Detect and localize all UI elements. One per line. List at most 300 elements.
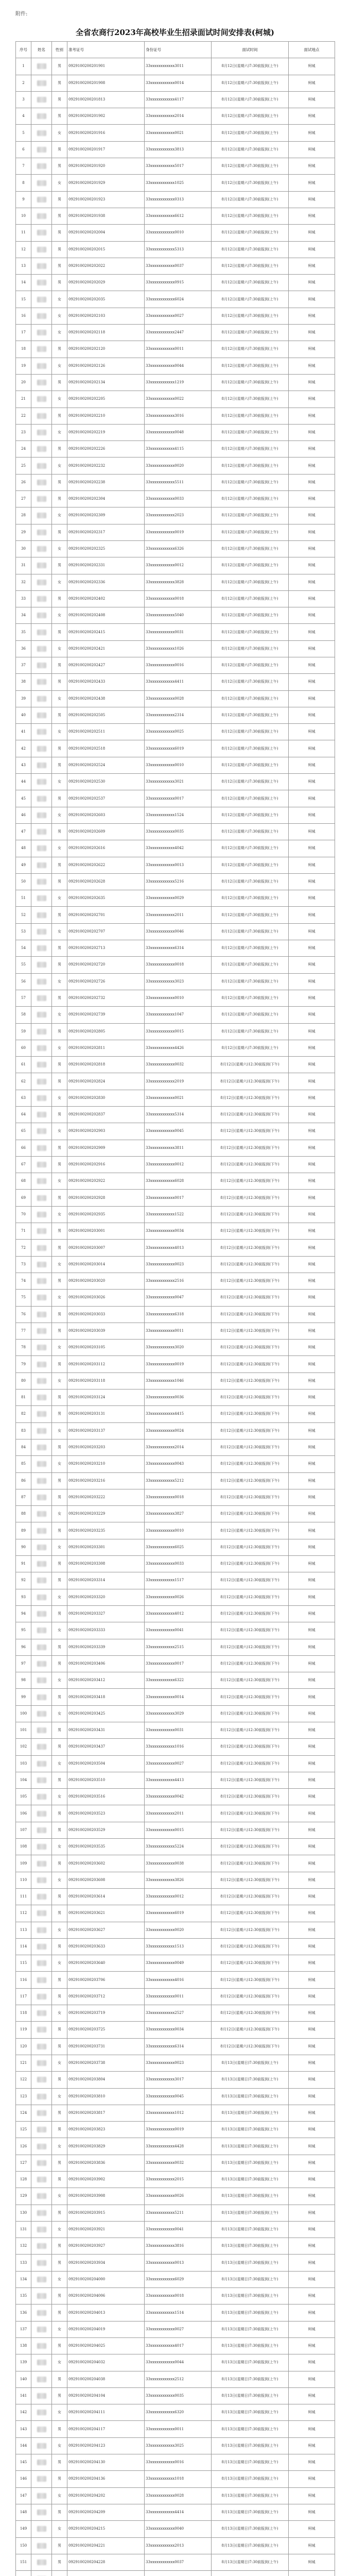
row-id-no: 33xxxxxxxxxxxx5216 bbox=[145, 874, 212, 890]
row-time: 8月12日(星期六)12:30前报到(下午) bbox=[212, 1939, 289, 1955]
row-seq: 9 bbox=[16, 192, 31, 208]
row-exam-no: 0929100200204136 bbox=[67, 2471, 145, 2487]
blurred-name bbox=[37, 1095, 46, 1101]
row-place: 柯城 bbox=[289, 974, 335, 990]
row-name bbox=[31, 1406, 52, 1422]
row-seq: 99 bbox=[16, 1689, 31, 1705]
table-row bbox=[16, 990, 335, 1007]
row-id-no: 33xxxxxxxxxxxx3023 bbox=[145, 974, 212, 990]
row-time: 8月12日(星期六)7:30前报到(上午) bbox=[212, 142, 289, 158]
row-seq: 43 bbox=[16, 757, 31, 774]
row-id-no: 33xxxxxxxxxxxx4414 bbox=[145, 2504, 212, 2521]
row-place: 柯城 bbox=[289, 1772, 335, 1789]
row-name bbox=[31, 1090, 52, 1107]
row-name bbox=[31, 242, 52, 258]
row-exam-no: 0929100200203314 bbox=[67, 1572, 145, 1589]
row-name bbox=[31, 874, 52, 890]
row-gender: 女 bbox=[52, 2438, 67, 2454]
row-time: 8月12日(星期六)12:30前报到(下午) bbox=[212, 1107, 289, 1123]
row-seq: 24 bbox=[16, 441, 31, 457]
blurred-name bbox=[37, 2277, 46, 2282]
row-id-no: 33xxxxxxxxxxxx0029 bbox=[145, 890, 212, 907]
row-time: 8月12日(星期六)7:30前报到(上午) bbox=[212, 674, 289, 690]
row-time: 8月12日(星期六)7:30前报到(上午) bbox=[212, 474, 289, 491]
row-gender: 男 bbox=[52, 1572, 67, 1589]
row-seq: 30 bbox=[16, 541, 31, 557]
row-place: 柯城 bbox=[289, 2122, 335, 2138]
row-name bbox=[31, 192, 52, 208]
row-exam-no: 0929100200202935 bbox=[67, 1207, 145, 1223]
row-time: 8月12日(星期六)12:30前报到(下午) bbox=[212, 1672, 289, 1689]
blurred-name bbox=[37, 230, 46, 235]
row-id-no: 33xxxxxxxxxxxx5224 bbox=[145, 1839, 212, 1855]
table-row bbox=[16, 391, 335, 408]
row-time: 8月12日(星期六)7:30前报到(上午) bbox=[212, 408, 289, 425]
row-id-no: 33xxxxxxxxxxxx0032 bbox=[145, 1057, 212, 1073]
row-place: 柯城 bbox=[289, 1872, 335, 1889]
row-exam-no: 0929100200202603 bbox=[67, 807, 145, 824]
row-time: 8月12日(星期六)7:30前报到(上午) bbox=[212, 524, 289, 541]
row-place: 柯城 bbox=[289, 258, 335, 275]
row-gender: 男 bbox=[52, 591, 67, 607]
row-name bbox=[31, 1356, 52, 1372]
row-seq: 131 bbox=[16, 2222, 31, 2238]
row-exam-no: 0929100200204013 bbox=[67, 2304, 145, 2321]
row-seq: 57 bbox=[16, 990, 31, 1007]
row-id-no: 33xxxxxxxxxxxx6322 bbox=[145, 1672, 212, 1689]
row-id-no: 33xxxxxxxxxxxx2314 bbox=[145, 707, 212, 724]
row-id-no: 33xxxxxxxxxxxx0010 bbox=[145, 757, 212, 774]
row-id-no: 33xxxxxxxxxxxx3826 bbox=[145, 1872, 212, 1889]
row-place: 柯城 bbox=[289, 1939, 335, 1955]
row-seq: 141 bbox=[16, 2388, 31, 2404]
row-name bbox=[31, 557, 52, 574]
table-row bbox=[16, 2055, 335, 2072]
row-time: 8月12日(星期六)7:30前报到(上午) bbox=[212, 158, 289, 175]
row-time: 8月12日(星期六)7:30前报到(上午) bbox=[212, 857, 289, 874]
table-row bbox=[16, 1539, 335, 1556]
row-id-no: 33xxxxxxxxxxxx6025 bbox=[145, 1539, 212, 1556]
row-name bbox=[31, 1257, 52, 1273]
row-exam-no: 0929100200202732 bbox=[67, 990, 145, 1007]
blurred-name bbox=[37, 1495, 46, 1500]
row-time: 8月12日(星期六)12:30前报到(下午) bbox=[212, 1123, 289, 1140]
row-time: 8月12日(星期六)12:30前报到(下午) bbox=[212, 1223, 289, 1240]
row-exam-no: 0929100200204215 bbox=[67, 2521, 145, 2537]
blurred-name bbox=[37, 2393, 46, 2399]
row-name bbox=[31, 275, 52, 291]
blurred-name bbox=[37, 180, 46, 186]
blurred-name bbox=[37, 1228, 46, 1234]
row-seq: 128 bbox=[16, 2172, 31, 2188]
table-row bbox=[16, 2288, 335, 2304]
row-place: 柯城 bbox=[289, 2404, 335, 2421]
table-row bbox=[16, 2371, 335, 2388]
row-place: 柯城 bbox=[289, 58, 335, 75]
row-place: 柯城 bbox=[289, 2205, 335, 2222]
row-exam-no: 0929100200203105 bbox=[67, 1340, 145, 1356]
row-time: 8月12日(星期六)12:30前报到(下午) bbox=[212, 1589, 289, 1606]
row-id-no: 33xxxxxxxxxxxx4426 bbox=[145, 1040, 212, 1057]
row-time: 8月12日(星期六)12:30前报到(下午) bbox=[212, 2039, 289, 2055]
row-seq: 18 bbox=[16, 341, 31, 358]
row-exam-no: 0929100200203921 bbox=[67, 2222, 145, 2238]
row-seq: 23 bbox=[16, 425, 31, 441]
row-exam-no bbox=[67, 2571, 145, 2576]
row-gender: 男 bbox=[52, 874, 67, 890]
blurred-name bbox=[37, 1761, 46, 1767]
row-name bbox=[31, 1972, 52, 1988]
blurred-name bbox=[37, 729, 46, 735]
row-gender: 女 bbox=[52, 1706, 67, 1722]
row-id-no: 33xxxxxxxxxxxx0027 bbox=[145, 1756, 212, 1772]
row-exam-no: 0929100200204006 bbox=[67, 2288, 145, 2304]
row-seq: 79 bbox=[16, 1356, 31, 1372]
row-exam-no: 0929100200202530 bbox=[67, 774, 145, 790]
table-row bbox=[16, 840, 335, 857]
row-exam-no: 0929100200203810 bbox=[67, 2089, 145, 2105]
blurred-name bbox=[37, 2427, 46, 2432]
row-name bbox=[31, 2272, 52, 2288]
row-seq: 117 bbox=[16, 1989, 31, 2005]
row-place: 柯城 bbox=[289, 2155, 335, 2172]
row-time: 8月13日(星期日)7:30前报到(上午) bbox=[212, 2404, 289, 2421]
row-place: 柯城 bbox=[289, 774, 335, 790]
row-id-no: 33xxxxxxxxxxxx3011 bbox=[145, 58, 212, 75]
row-name bbox=[31, 641, 52, 657]
row-exam-no: 0929100200202120 bbox=[67, 341, 145, 358]
row-name bbox=[31, 990, 52, 1007]
row-seq: 66 bbox=[16, 1140, 31, 1157]
page-title: 全省农商行2023年高校毕业生招录面试时间安排表(柯城) bbox=[76, 28, 274, 37]
row-place: 柯城 bbox=[289, 2504, 335, 2521]
row-time: 8月12日(星期六)7:30前报到(上午) bbox=[212, 208, 289, 225]
blurred-name bbox=[37, 2144, 46, 2149]
row-id-no: 33xxxxxxxxxxxx0011 bbox=[145, 1323, 212, 1340]
row-place: 柯城 bbox=[289, 75, 335, 92]
row-id-no: 33xxxxxxxxxxxx2014 bbox=[145, 1439, 212, 1456]
row-seq: 8 bbox=[16, 175, 31, 191]
row-exam-no: 0929100200203731 bbox=[67, 2039, 145, 2055]
table-header bbox=[16, 42, 335, 58]
row-exam-no: 0929100200202518 bbox=[67, 740, 145, 757]
table-row bbox=[16, 857, 335, 874]
row-seq: 48 bbox=[16, 840, 31, 857]
row-exam-no: 0929100200202433 bbox=[67, 674, 145, 690]
row-name bbox=[31, 691, 52, 707]
row-id-no: 33xxxxxxxxxxxx0044 bbox=[145, 2354, 212, 2371]
row-name bbox=[31, 1007, 52, 1023]
row-exam-no: 0929100200203406 bbox=[67, 1656, 145, 1672]
row-gender: 女 bbox=[52, 2521, 67, 2537]
row-exam-no: 0929100200202126 bbox=[67, 358, 145, 375]
row-place: 柯城 bbox=[289, 1556, 335, 1572]
row-time: 8月12日(星期六)7:30前报到(上午) bbox=[212, 1007, 289, 1023]
row-seq: 75 bbox=[16, 1290, 31, 1306]
table-row bbox=[16, 1622, 335, 1639]
row-gender: 男 bbox=[52, 1307, 67, 1323]
row-gender: 女 bbox=[52, 2089, 67, 2105]
row-name bbox=[31, 1789, 52, 1805]
blurred-name bbox=[37, 1727, 46, 1733]
row-name bbox=[31, 2105, 52, 2122]
row-exam-no: 0929100200203817 bbox=[67, 2105, 145, 2122]
row-exam-no: 0929100200203836 bbox=[67, 2155, 145, 2172]
blurred-name bbox=[37, 2227, 46, 2232]
table-row bbox=[16, 2205, 335, 2222]
blurred-name bbox=[37, 2010, 46, 2016]
row-gender: 女 bbox=[52, 2488, 67, 2504]
row-place: 柯城 bbox=[289, 1323, 335, 1340]
row-place: 柯城 bbox=[289, 624, 335, 640]
row-time: 8月12日(星期六)7:30前报到(上午) bbox=[212, 990, 289, 1007]
row-exam-no: 0929100200203633 bbox=[67, 1939, 145, 1955]
row-exam-no: 0929100200202616 bbox=[67, 840, 145, 857]
row-time: 8月12日(星期六)12:30前报到(下午) bbox=[212, 1439, 289, 1456]
row-time: 8月12日(星期六)12:30前报到(下午) bbox=[212, 1756, 289, 1772]
row-id-no: 33xxxxxxxxxxxx0012 bbox=[145, 1157, 212, 1173]
row-time: 8月12日(星期六)7:30前报到(上午) bbox=[212, 874, 289, 890]
table-row bbox=[16, 2122, 335, 2138]
table-row bbox=[16, 158, 335, 175]
row-time: 8月12日(星期六)7:30前报到(上午) bbox=[212, 607, 289, 624]
row-name bbox=[31, 92, 52, 108]
row-id-no: 33xxxxxxxxxxxx4428 bbox=[145, 2138, 212, 2155]
row-time: 8月12日(星期六)7:30前报到(上午) bbox=[212, 391, 289, 408]
row-place: 柯城 bbox=[289, 740, 335, 757]
row-place: 柯城 bbox=[289, 790, 335, 807]
table-row bbox=[16, 1373, 335, 1389]
row-exam-no: 0929100200201929 bbox=[67, 175, 145, 191]
row-time: 8月13日(星期日)7:30前报到(上午) bbox=[212, 2138, 289, 2155]
row-exam-no: 0929100200203308 bbox=[67, 1556, 145, 1572]
table-row bbox=[16, 2172, 335, 2188]
row-id-no: 33xxxxxxxxxxxx0043 bbox=[145, 1456, 212, 1472]
table-row bbox=[16, 1855, 335, 1872]
table-row bbox=[16, 807, 335, 824]
row-seq: 26 bbox=[16, 474, 31, 491]
blurred-name bbox=[37, 1861, 46, 1867]
blurred-name bbox=[37, 679, 46, 685]
row-id-no: 33xxxxxxxxxxxx0031 bbox=[145, 624, 212, 640]
row-place: 柯城 bbox=[289, 924, 335, 940]
row-seq: 70 bbox=[16, 1207, 31, 1223]
row-exam-no: 0929100200201923 bbox=[67, 192, 145, 208]
row-gender: 女 bbox=[52, 325, 67, 341]
table-row bbox=[16, 2504, 335, 2521]
row-exam-no: 0929100200202505 bbox=[67, 707, 145, 724]
row-seq: 151 bbox=[16, 2554, 31, 2571]
row-seq: 59 bbox=[16, 1024, 31, 1040]
row-exam-no: 0929100200203112 bbox=[67, 1356, 145, 1372]
row-place: 柯城 bbox=[289, 2089, 335, 2105]
row-exam-no: 0929100200204202 bbox=[67, 2488, 145, 2504]
row-gender: 男 bbox=[52, 491, 67, 507]
row-name bbox=[31, 125, 52, 141]
row-place: 柯城 bbox=[289, 474, 335, 491]
row-name bbox=[31, 2388, 52, 2404]
row-exam-no: 0929100200203927 bbox=[67, 2238, 145, 2255]
row-id-no: 33xxxxxxxxxxxx0045 bbox=[145, 2089, 212, 2105]
row-gender: 男 bbox=[52, 1073, 67, 1090]
row-seq: 123 bbox=[16, 2089, 31, 2105]
row-name bbox=[31, 1207, 52, 1223]
row-id-no: 33xxxxxxxxxxxx0010 bbox=[145, 225, 212, 241]
row-name bbox=[31, 408, 52, 425]
row-exam-no: 0929100200202707 bbox=[67, 924, 145, 940]
table-row bbox=[16, 657, 335, 674]
row-name bbox=[31, 2122, 52, 2138]
row-name bbox=[31, 1756, 52, 1772]
blurred-name bbox=[37, 1595, 46, 1600]
table-row bbox=[16, 1173, 335, 1190]
row-exam-no: 0929100200202713 bbox=[67, 940, 145, 957]
blurred-name bbox=[37, 113, 46, 119]
row-place: 柯城 bbox=[289, 425, 335, 441]
row-time: 8月12日(星期六)12:30前报到(下午) bbox=[212, 1955, 289, 1972]
row-gender: 男 bbox=[52, 557, 67, 574]
row-place: 柯城 bbox=[289, 724, 335, 740]
row-exam-no: 0929100200202622 bbox=[67, 857, 145, 874]
blurred-name bbox=[37, 2543, 46, 2549]
row-time: 8月12日(星期六)12:30前报到(下午) bbox=[212, 1772, 289, 1789]
row-seq: 22 bbox=[16, 408, 31, 425]
row-place: 柯城 bbox=[289, 2454, 335, 2471]
table-row bbox=[16, 1406, 335, 1422]
row-id-no: 33xxxxxxxxxxxx1047 bbox=[145, 1007, 212, 1023]
row-exam-no: 0929100200203412 bbox=[67, 1672, 145, 1689]
row-id-no: 33xxxxxxxxxxxx0037 bbox=[145, 258, 212, 275]
row-time: 8月13日(星期日)7:30前报到(上午) bbox=[212, 2188, 289, 2205]
row-gender: 女 bbox=[52, 2321, 67, 2338]
table-row bbox=[16, 425, 335, 441]
table-row bbox=[16, 574, 335, 591]
row-time: 8月12日(星期六)7:30前报到(上午) bbox=[212, 108, 289, 125]
row-seq: 130 bbox=[16, 2205, 31, 2222]
blurred-name bbox=[37, 1128, 46, 1134]
table-row bbox=[16, 1639, 335, 1656]
row-gender: 女 bbox=[52, 1257, 67, 1273]
row-seq: 121 bbox=[16, 2055, 31, 2072]
row-name bbox=[31, 574, 52, 591]
row-name bbox=[31, 890, 52, 907]
row-place: 柯城 bbox=[289, 2255, 335, 2271]
row-seq: 7 bbox=[16, 158, 31, 175]
row-id-no: 33xxxxxxxxxxxx4017 bbox=[145, 2338, 212, 2354]
row-exam-no: 0929100200202103 bbox=[67, 308, 145, 325]
blurred-name bbox=[37, 1461, 46, 1467]
row-place: 柯城 bbox=[289, 1839, 335, 1855]
row-id-no: 33xxxxxxxxxxxx0023 bbox=[145, 1257, 212, 1273]
row-place: 柯城 bbox=[289, 1073, 335, 1090]
row-exam-no: 0929100200203327 bbox=[67, 1606, 145, 1622]
row-seq: 41 bbox=[16, 724, 31, 740]
table-row bbox=[16, 1223, 335, 1240]
row-seq: 87 bbox=[16, 1489, 31, 1506]
row-seq: 116 bbox=[16, 1972, 31, 1988]
row-seq: 104 bbox=[16, 1772, 31, 1789]
row-place: 柯城 bbox=[289, 1307, 335, 1323]
row-exam-no: 0929100200202232 bbox=[67, 457, 145, 474]
blurred-name bbox=[37, 746, 46, 752]
row-gender: 女 bbox=[52, 2138, 67, 2155]
row-exam-no: 0929100200204104 bbox=[67, 2388, 145, 2404]
row-place: 柯城 bbox=[289, 1356, 335, 1372]
blurred-name bbox=[37, 563, 46, 568]
blurred-name bbox=[37, 1395, 46, 1400]
row-name bbox=[31, 1273, 52, 1290]
row-name bbox=[31, 1639, 52, 1656]
row-time: 8月12日(星期六)12:30前报到(下午) bbox=[212, 1173, 289, 1190]
row-place: 柯城 bbox=[289, 1622, 335, 1639]
row-place: 柯城 bbox=[289, 757, 335, 774]
row-name bbox=[31, 1473, 52, 1489]
row-place: 柯城 bbox=[289, 158, 335, 175]
blurred-name bbox=[37, 280, 46, 285]
row-id-no: 33xxxxxxxxxxxx4012 bbox=[145, 1606, 212, 1622]
blurred-name bbox=[37, 213, 46, 219]
row-gender: 男 bbox=[52, 2255, 67, 2271]
blurred-name bbox=[37, 812, 46, 818]
row-seq: 40 bbox=[16, 707, 31, 724]
row-gender: 男 bbox=[52, 990, 67, 1007]
table-row bbox=[16, 358, 335, 375]
row-time: 8月12日(星期六)12:30前报到(下午) bbox=[212, 1473, 289, 1489]
row-name bbox=[31, 2188, 52, 2205]
table-row bbox=[16, 607, 335, 624]
blurred-name bbox=[37, 1162, 46, 1167]
row-place: 柯城 bbox=[289, 2371, 335, 2388]
row-gender: 男 bbox=[52, 1989, 67, 2005]
table-row bbox=[16, 907, 335, 923]
row-name bbox=[31, 2055, 52, 2072]
row-id-no: 33xxxxxxxxxxxx0013 bbox=[145, 2255, 212, 2271]
row-exam-no: 0929100200203706 bbox=[67, 1972, 145, 1988]
blurred-name bbox=[37, 1245, 46, 1251]
row-time: 8月12日(星期六)12:30前报到(下午) bbox=[212, 1556, 289, 1572]
table-row bbox=[16, 1572, 335, 1589]
row-id-no: 33xxxxxxxxxxxx0021 bbox=[145, 125, 212, 141]
row-name bbox=[31, 1572, 52, 1589]
blurred-name bbox=[37, 1145, 46, 1151]
row-seq: 19 bbox=[16, 358, 31, 375]
row-seq: 118 bbox=[16, 2005, 31, 2022]
row-exam-no: 0929100200203614 bbox=[67, 1889, 145, 1905]
row-place: 柯城 bbox=[289, 1722, 335, 1739]
row-exam-no: 0929100200203320 bbox=[67, 1589, 145, 1606]
row-gender: 男 bbox=[52, 1190, 67, 1206]
table-row bbox=[16, 258, 335, 275]
blurred-name bbox=[37, 1994, 46, 1999]
row-gender: 男 bbox=[52, 75, 67, 92]
row-place: 柯城 bbox=[289, 1972, 335, 1988]
table-row bbox=[16, 1989, 335, 2005]
table-row bbox=[16, 1307, 335, 1323]
table-row bbox=[16, 774, 335, 790]
row-seq: 145 bbox=[16, 2454, 31, 2471]
row-gender: 女 bbox=[52, 308, 67, 325]
row-name bbox=[31, 1656, 52, 1672]
blurred-name bbox=[37, 1528, 46, 1534]
row-gender: 男 bbox=[52, 524, 67, 541]
row-exam-no: 0929100200203529 bbox=[67, 1822, 145, 1839]
table-row bbox=[16, 1273, 335, 1290]
table-row bbox=[16, 1756, 335, 1772]
row-name bbox=[31, 325, 52, 341]
blurred-name bbox=[37, 2127, 46, 2132]
row-place: 柯城 bbox=[289, 1955, 335, 1972]
row-exam-no: 0929100200203621 bbox=[67, 1905, 145, 1922]
